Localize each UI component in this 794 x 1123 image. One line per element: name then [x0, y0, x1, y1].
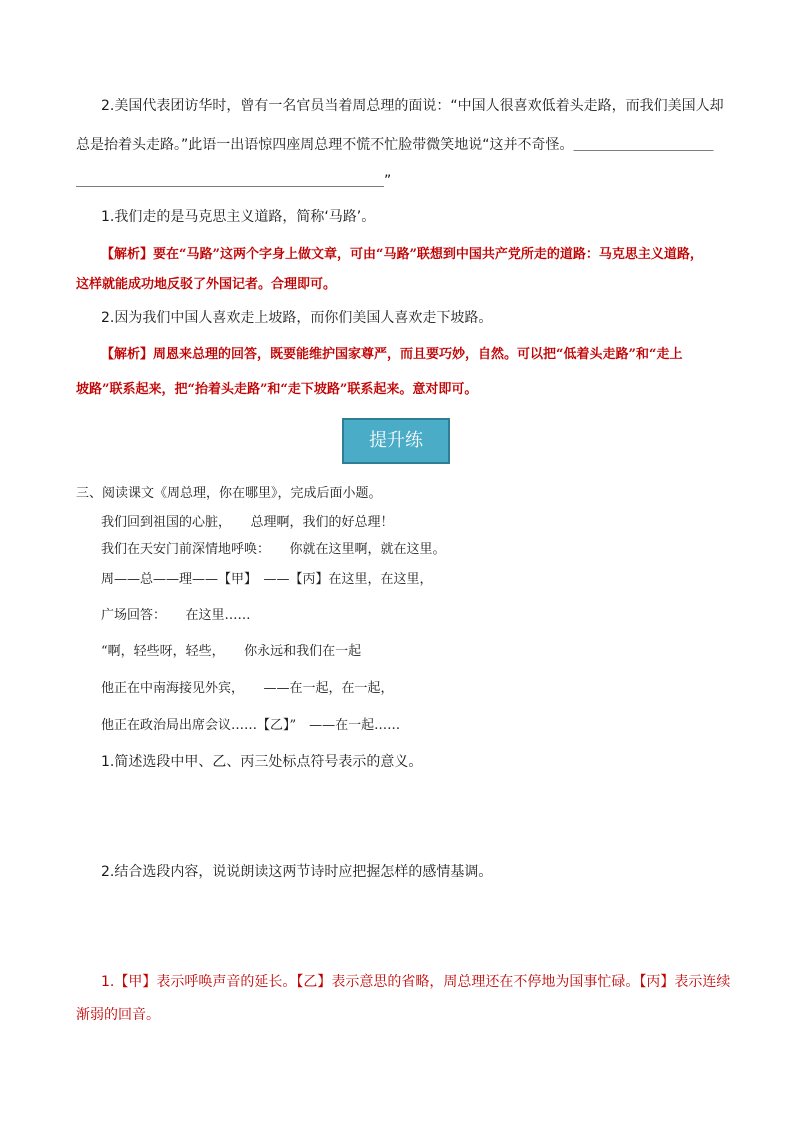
section-3-answer-1-line-1: 1.【甲】表示呼唤声音的延长。【乙】表示意思的省略，周总理还在不停地为国事忙碌。【丙】表示连续: [101, 974, 731, 990]
section-3-question-2: 2.结合选段内容，说说朗读这两节诗时应把握怎样的感情基调。: [101, 864, 493, 880]
question-2-line-1: 2.美国代表团访华时，曾有一名官员当着周总理的面说：“中国人很喜欢低着头走路，而我们美国人却: [101, 98, 724, 114]
poem-line-4: 广场回答： 在这里……: [101, 608, 251, 623]
analysis-1-tag: 【解析】: [101, 247, 154, 262]
poem-line-3: 周——总——理——【甲】 ——【丙】在这里，在这里，: [101, 572, 433, 587]
analysis-2-tag: 【解析】: [101, 347, 154, 362]
analysis-2-line-1: [101, 345, 682, 365]
poem-line-7: 他正在政治局出席会议……【乙】” ——在一起……: [101, 718, 401, 733]
question-2-line-2: 总是抬着头走路。”此语一出语惊四座周总理不慌不忙脸带微笑地说“这并不奇怪。＿＿＿＿＿＿＿＿＿＿: [76, 137, 714, 153]
poem-line-1: 我们回到祖国的心脏， 总理啊，我们的好总理！: [101, 515, 394, 530]
poem-line-6: 他正在中南海接见外宾， ——在一起，在一起，: [101, 681, 394, 696]
section-3-heading: 三、阅读课文《周总理，你在哪里》，完成后面小题。: [76, 486, 382, 501]
section-3-question-1: 1.简述选段中甲、乙、丙三处标点符号表示的意义。: [101, 754, 423, 770]
section-3-answer-1-line-2: 渐弱的回音。: [76, 1007, 160, 1023]
analysis-2-line-2: 坡路”联系起来，把“抬着头走路”和“走下坡路”联系起来。意对即可。: [76, 382, 478, 397]
analysis-2-text: 周恩来总理的回答，既要能维护国家尊严，而且要巧妙，自然。可以把“低着头走路”和“走上: [153, 347, 683, 362]
analysis-1-text: 要在“马路”这两个字身上做文章，可由“马路”联想到中国共产党所走的道路：马克思主义道路，: [153, 247, 703, 262]
answer-2: 2.因为我们中国人喜欢走上坡路，而你们美国人喜欢走下坡路。: [101, 310, 493, 326]
poem-line-5: “啊，轻些呀，轻些， 你永远和我们在一起: [101, 644, 362, 659]
practice-banner: 提升练: [342, 418, 450, 464]
analysis-1-line-2: 这样就能成功地反驳了外国记者。合理即可。: [76, 277, 337, 292]
poem-line-2: 我们在天安门前深情地呼唤： 你就在这里啊，就在这里。: [101, 542, 446, 557]
question-2-line-3: ＿＿＿＿＿＿＿＿＿＿＿＿＿＿＿＿＿＿＿＿＿＿”: [76, 173, 392, 189]
analysis-1-line-1: [101, 245, 703, 265]
answer-1: 1.我们走的是马克思主义道路，简称‘马路’。: [101, 209, 376, 225]
